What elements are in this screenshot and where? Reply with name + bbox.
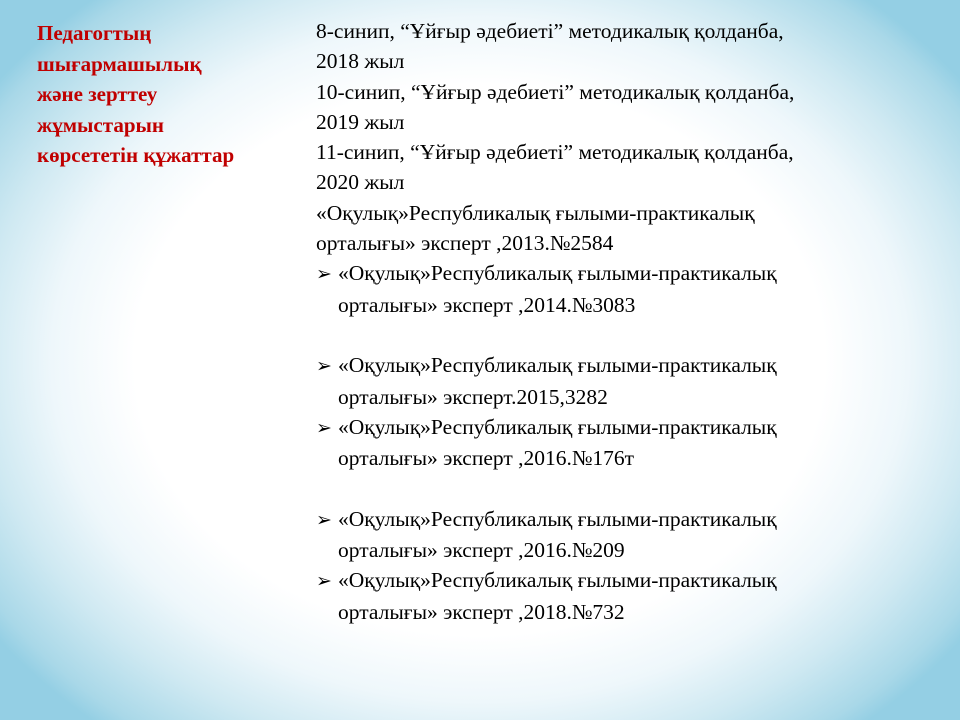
entry-line: 10-синип, “Ұйғыр әдебиеті” методикалық қолданба,	[316, 79, 795, 104]
entry-line: орталығы» эксперт.2015,3282	[338, 384, 608, 409]
expert-entry	[316, 198, 936, 259]
expert-bullet-entry	[316, 412, 936, 474]
entry-line: «Оқулық»Республикалық ғылыми-практикалық	[338, 506, 777, 531]
heading-line: шығармашылық	[37, 51, 202, 76]
arrow-bullet-icon: ➢	[316, 508, 332, 531]
spacer	[316, 473, 936, 503]
arrow-bullet-icon: ➢	[316, 570, 332, 593]
entry-line: «Оқулық»Республикалық ғылыми-практикалық	[338, 353, 777, 378]
entry-line: 2019 жыл	[316, 109, 405, 134]
entry-line: «Оқулық»Республикалық ғылыми-практикалық	[338, 414, 777, 439]
expert-bullet-entry	[316, 350, 936, 412]
entry-line: «Оқулық»Республикалық ғылыми-практикалық	[338, 568, 777, 593]
arrow-bullet-icon: ➢	[316, 355, 332, 378]
arrow-bullet-icon: ➢	[316, 263, 332, 286]
entry-line: орталығы» эксперт ,2013.№2584	[316, 231, 614, 256]
expert-bullet-entry	[316, 565, 936, 627]
methodical-guide-entry	[316, 16, 936, 77]
heading-line: жұмыстарын	[37, 112, 164, 137]
entry-line: орталығы» эксперт ,2016.№209	[338, 538, 625, 563]
arrow-bullet-icon: ➢	[316, 416, 332, 439]
entry-line: 11-синип, “Ұйғыр әдебиеті” методикалық қолданба,	[316, 140, 794, 165]
spacer	[316, 320, 936, 350]
methodical-guide-entry	[316, 77, 936, 138]
expert-bullet-entry	[316, 258, 936, 320]
methodical-guide-entry	[316, 137, 936, 198]
expert-bullet-entry	[316, 504, 936, 566]
entry-line: «Оқулық»Республикалық ғылыми-практикалық	[338, 261, 777, 286]
entry-line: 8-синип, “Ұйғыр әдебиеті” методикалық қолданба,	[316, 19, 784, 43]
documents-list	[316, 16, 936, 627]
heading-line: Педагогтың	[37, 21, 152, 45]
heading-line: көрсететін құжаттар	[37, 143, 235, 167]
entry-line: «Оқулық»Республикалық ғылыми-практикалық	[316, 200, 755, 225]
heading-line: және зерттеу	[37, 82, 158, 106]
entry-line: 2018 жыл	[316, 49, 405, 74]
entry-line: 2020 жыл	[316, 170, 405, 195]
entry-line: орталығы» эксперт ,2016.№176т	[338, 446, 635, 471]
section-heading	[37, 18, 307, 171]
entry-line: орталығы» эксперт ,2018.№732	[338, 599, 625, 624]
entry-line: орталығы» эксперт ,2014.№3083	[338, 292, 636, 317]
